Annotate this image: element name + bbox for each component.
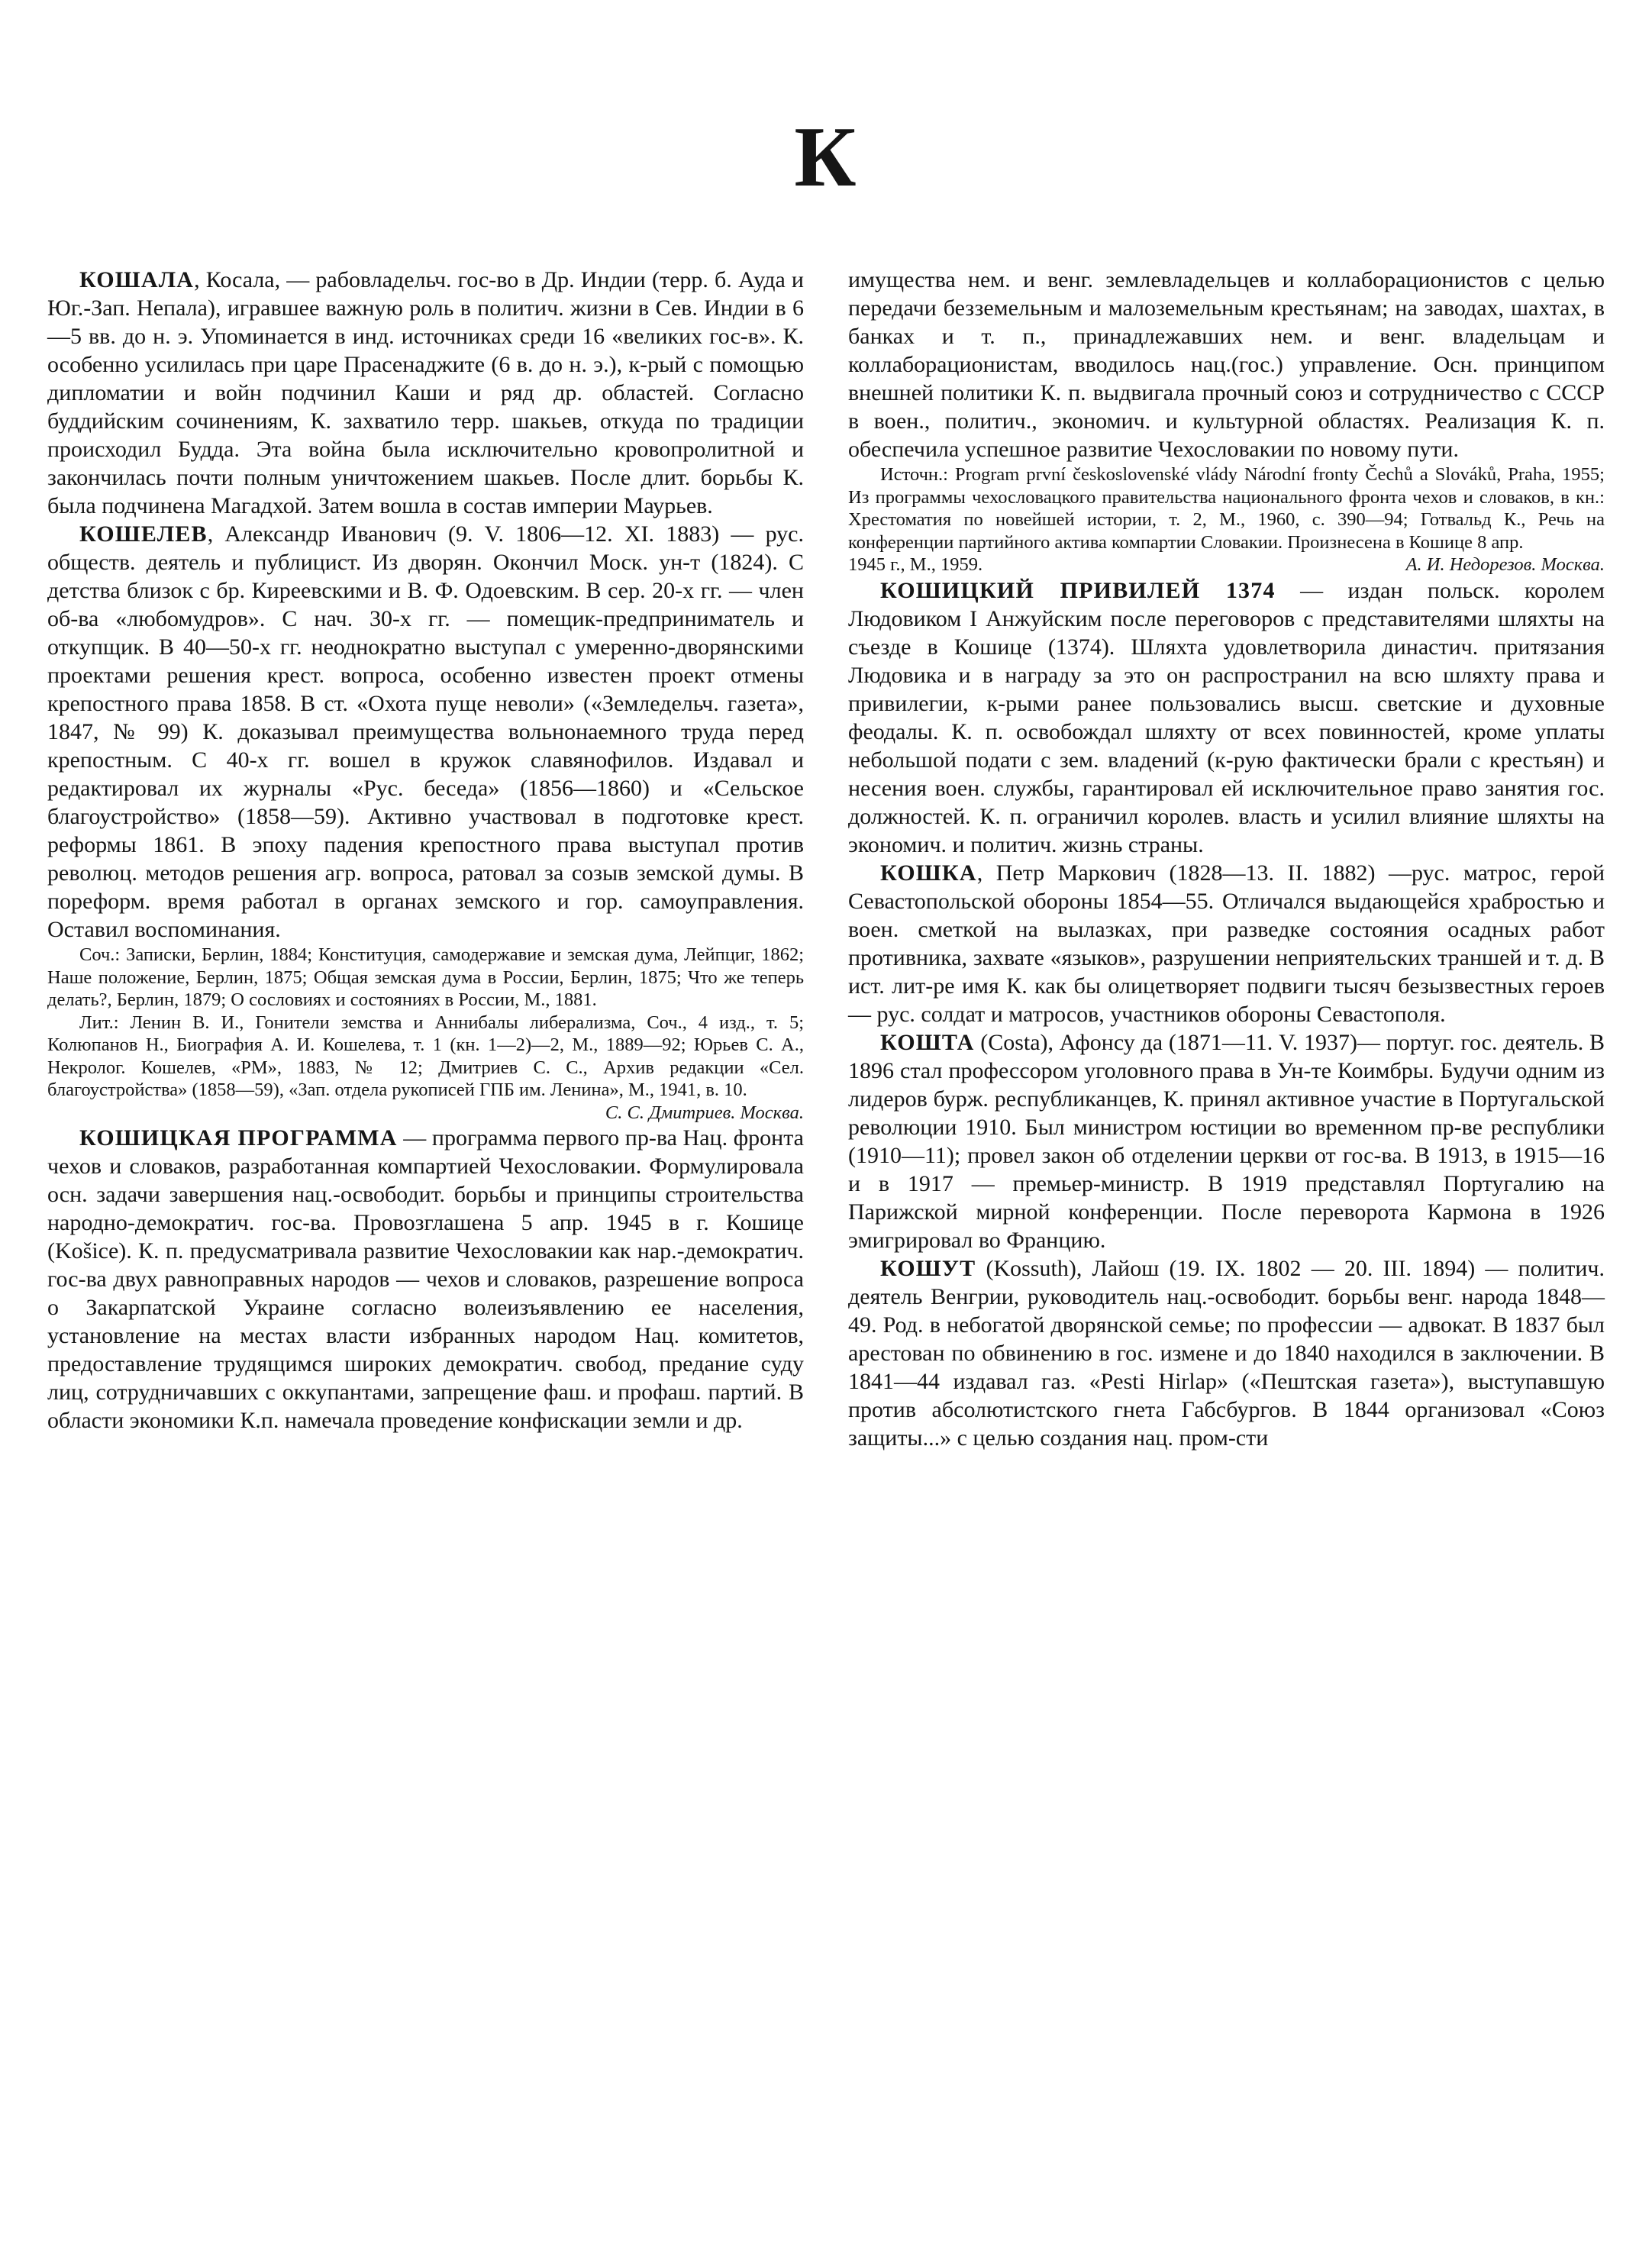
entry-koshut (848, 1254, 1605, 1452)
entry-koshta (848, 1028, 1605, 1254)
entry-body-koshut: (Kossuth), Лайош (19. IX. 1802 — 20. III. 1894) — политич. деятель Венгрии, руководитель нац.-освободит. борьбы венг. народа 1848—49. Род. в небогатой дворянской семье; по профессии — адвокат. В 1837 был арестован по обвинению в гос. измене и до 1840 находился в заключении. В 1841—44 издавал газ. «Pesti Hirlap» («Пештская газета»), выступавшую против абсолютистского гнета Габсбургов. В 1844 организовал «Союз защиты...» с целью создания нац. пром-сти (848, 1255, 1605, 1451)
entry-term-koshka: КОШКА (880, 860, 977, 886)
text-columns (47, 266, 1605, 1452)
entry-body-koshitskaya-programma: — программа первого пр-ва Нац. фронта чехов и словаков, разработанная компартией Чехословакии. Формулировала осн. задачи завершения нац.-освободит. борьбы и принципы строительства народно-демократич. гос-ва. Провозглашена 5 апр. 1945 в г. Кошице (Košice). К. п. предусматривала развитие Чехословакии как нар.-демократич. гос-ва двух равноправных народов — чехов и словаков, разрешение вопроса о Закарпатской Украине согласно волеизъявлению ее населения, установление на местах власти избранных народом Нац. комитетов, предоставление трудящимся широких демократич. свобод, предание суду лиц, сотрудничавших с оккупантами, запрещение фаш. и профаш. партий. В области экономики К.п. намечала проведение конфискации земли и др. (47, 1125, 804, 1433)
entry-body-koshala: , Косала, — рабовладельч. гос-во в Др. Индии (терр. б. Ауда и Юг.-Зап. Непала), игравшее важную роль в политич. жизни в Сев. Индии в 6—5 вв. до н. э. Упоминается в инд. источниках среди 16 «великих гос-в». К. особенно усилилась при царе Прасенаджите (6 в. до н. э.), к-рый с помощью дипломатии и войн подчинил Каши и ряд др. областей. Согласно буддийским сочинениям, К. захватило терр. шакьев, откуда по традиции происходил Будда. Эта война была исключительно кровопролитной и закончилась почти полным уничтожением шакьев. После длит. борьбы К. была подчинена Магадхой. Затем вошла в состав империи Маурьев. (47, 267, 804, 518)
koshitskaya-sources-note: Источн.: Program první československé vlády Národní fronty Čechů a Slováků, Praha, 1955; Из программы чехословацкого правительства национального фронта чехов и словаков, в кн.: Хрестоматия по новейшей истории, т. 2, М., 1960, с. 390—94; Готвальд К., Речь на конференции партийного актива компартии Словакии. Произнесена в Кошице 8 апр. (848, 464, 1605, 553)
sources-tail-text: 1945 г., М., 1959. (848, 554, 983, 575)
entry-koshitsky-privilej (848, 576, 1605, 859)
koshelev-works-note: Соч.: Записки, Берлин, 1884; Конституция, самодержавие и земская дума, Лейпциг, 1862; Наше положение, Берлин, 1875; Общая земская дума в России, Берлин, 1875; Что же теперь делать?, Берлин, 1879; О сословиях и состояниях в России, М., 1881. (47, 944, 804, 1010)
entry-body-koshelev: , Александр Иванович (9. V. 1806—12. XI. 1883) — рус. обществ. деятель и публицист. Из дворян. Окончил Моск. ун-т (1824). С детства близок с бр. Киреевскими и В. Ф. Одоевским. В сер. 20-х гг. — член об-ва «любомудров». С нач. 30-х гг. — помещик-предприниматель и откупщик. В 40—50-х гг. неоднократно выступал с умеренно-дворянскими проектами решения крест. вопроса, особенно известен проект отмены крепостного права 1858. В ст. «Охота пуще неволи» («Земледельч. газета», 1847, № 99) К. доказывал преимущества вольнонаемного труда перед крепостным. С 40-х гг. вошел в кружок славянофилов. Издавал и редактировал их журналы «Рус. беседа» (1856—1860) и «Сельское благоустройство» (1858—59). Активно участвовал в подготовке крест. реформы 1861. В эпоху падения крепостного права выступал против революц. методов решения агр. вопроса, ратовал за созыв земской думы. В пореформ. время работал в органах земского и гор. самоуправления. Оставил воспоминания. (47, 521, 804, 942)
left-column (47, 266, 804, 1435)
section-letter-heading: К (794, 110, 858, 205)
koshitskaya-sources-last-line (848, 553, 1605, 576)
entry-term-koshala: КОШАЛА (79, 267, 195, 292)
entry-term-koshitskaya-programma: КОШИЦКАЯ ПРОГРАММА (79, 1125, 398, 1151)
koshelev-author-signature: С. С. Дмитриев. Москва. (605, 1102, 804, 1123)
entry-body-koshta: (Costa), Афонсу да (1871—11. V. 1937)— португ. гос. деятель. В 1896 стал профессором уголовного права в Ун-те Коимбры. Будучи одним из лидеров бурж. республиканцев, К. принял активное участие в Португальской революции 1910. Был министром юстиции во временном пр-ве республики (1910—11); провел закон об отделении церкви от гос-ва. В 1913, в 1915—16 и в 1917 — премьер-министр. В 1919 представлял Португалию на Парижской мирной конференции. После переворота Кармона в 1926 эмигрировал во Францию. (848, 1029, 1605, 1253)
entry-koshala (47, 266, 804, 520)
entry-term-koshut: КОШУТ (880, 1255, 976, 1281)
koshitskaya-programma-continuation: имущества нем. и венг. землевладельцев и коллаборационистов с целью передачи безземельным и малоземельным крестьянам; на заводах, шахтах, в банках и т. п., принадлежавших нем. и венг. владельцам и коллаборационистам, вводилось нац.(гос.) управление. Осн. принципом внешней политики К. п. выдвигала прочный союз и сотрудничество с СССР в воен., политич., экономич. и культурной областях. Реализация К. п. обеспечила успешное развитие Чехословакии по новому пути. (848, 267, 1605, 462)
koshelev-literature-note: Лит.: Ленин В. И., Гонители земства и Аннибалы либерализма, Соч., 4 изд., т. 5; Колюпанов Н., Биография А. И. Кошелева, т. 1 (кн. 1—2)—2, М., 1889—92; Юрьев С. А., Некролог. Кошелев, «РМ», 1883, № 12; Дмитриев С. С., Архив редакции «Сел. благоустройства» (1858—59), «Зап. отдела рукописей ГПБ им. Ленина», М., 1941, в. 10. (47, 1012, 804, 1100)
entry-koshitskaya-programma (47, 1124, 804, 1435)
entry-body-koshitsky-privilej: — издан польск. королем Людовиком I Анжуйским после переговоров с представителями шляхты на съезде в Кошице (1374). Шляхта удовлетворила династич. притязания Людовика и в награду за это он распространил на всю шляхту права и привилегии, к-рыми ранее пользовались высш. светские и духовные феодалы. К. п. освобождал шляхту от всех повинностей, кроме уплаты небольшой подати с зем. владений (к-рую фактически брали с крестьян) и несения воен. службы, гарантировал ей исключительное право занятия гос. должностей. К. п. ограничил королев. власть и усилил влияние шляхты на экономич. и политич. жизнь страны. (848, 577, 1605, 857)
koshitskaya-author-signature: А. И. Недорезов. Москва. (1405, 554, 1605, 575)
entry-body-koshka: , Петр Маркович (1828—13. II. 1882) —рус. матрос, герой Севастопольской обороны 1854—55. Отличался выдающейся храбростью и воен. сметкой на вылазках, при разведке состояния осадных работ противника, захвате «языков», разрушении неприятельских траншей и т. д. В ист. лит-ре имя К. как бы олицетворяет подвиги тысяч безызвестных героев — рус. солдат и матросов, участников обороны Севастополя. (848, 860, 1605, 1027)
right-column (848, 266, 1605, 1452)
entry-koshka (848, 859, 1605, 1028)
entry-koshelev (47, 520, 804, 944)
entry-term-koshta: КОШТА (880, 1029, 975, 1055)
entry-term-koshitsky-privilej: КОШИЦКИЙ ПРИВИЛЕЙ 1374 (880, 577, 1276, 603)
entry-term-koshelev: КОШЕЛЕВ (79, 521, 208, 547)
